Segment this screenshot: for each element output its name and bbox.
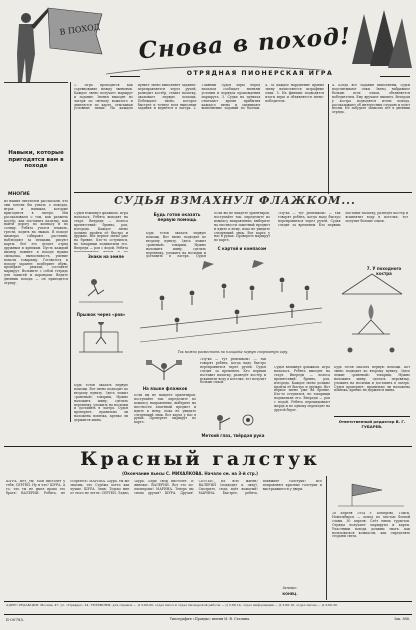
play-curtain: Занавес. <box>282 586 298 590</box>
subheading-jump: Прыжок через «ров» <box>74 312 128 322</box>
masthead-title: Снова в поход! <box>137 22 352 65</box>
right-col-text-2: Будь готов оказать первую помощь. Вот звено подходит ко второму пункту. Здесь лежит «раненый» товарищ. Нужно наложить шину, сделать перевязку, уложить на носилки и доставить в лагерь. Судья проверяет, правильно ли наложена повязка, крепко ли держится шина. <box>334 366 410 393</box>
flag-game-col3: Если вы не найдёте ориентиров, поступайте так: определите по компасу направление, выберите на местности заметный предмет и идите к нему, пока не увидите следующий знак. Вот карта у нас в руках. Проверьте маршрут по карте. <box>214 212 270 242</box>
player-icon <box>160 296 165 301</box>
flag-game-col1-cont: Будь готов оказать первую помощь. Вот звено подходит ко второму пункту. Здесь лежит «раненый» товарищ. Нужно наложить шину, сделать перевязку, уложить на носилки и доставить в лагерь. Судья проверяет, правильно ли наложена повязка, крепко ли держится шина. <box>74 384 128 423</box>
flag-game-col1: Судья взмахнул флажком. Игра началась. Ребята выходят на старт. Впереди — полоса препятствий: бревно, ров, изгородь. Каждое звено должно пройти её быстро и дружно. Вот первое звено уже на бревне. Кто-то оступился, но товарищи подхватили его. Впереди — ров с водой. Ребята <box>74 212 128 251</box>
jumper-icon <box>91 279 97 285</box>
bottom-right-illustration <box>332 476 410 510</box>
play-text: ШУРА. Нет, ты! Мой пистолет у тебя. СЕРГЕЙ. Ну и что? ШУРА. А то, что ты не имел права его брать! ВАЛЕРИЙ. Ребята, не ссорьтесь! МАРИНА. Шура, ты же знаешь, что Серёжа хотел как лучше. ШУРА. Знаю. Только мне от этого не легче. СЕРГЕЙ. Ладно, Шура. Бери свой пистолет. Я виноват. ВАЛЕРИЙ. Вот это по-пионерски! МАРИНА. Теперь вы снова друзья? ШУРА. Друзья! СЕРГЕЙ. На всю жизнь! ВАЛЕРИЙ (подходит к окну). Смотрите, сюда идёт вожатый! МАРИНА. Быстрее, ребята, повяжите галстуки! Все поправляют красные галстуки и выстраиваются у двери. <box>6 480 322 495</box>
flag-text: В ПОХОД <box>59 22 101 37</box>
footer-address: АДРЕС РЕДАКЦИИ: Москва, 47, ул. «Правды», 24. ТЕЛЕФОНЫ: для справок — Д 3-60-00, отдел школ и отдел пионерской работы — Д 3-60-14, отдел информации — Д 3-60-16, отдел писем — Д 3-60-20. <box>6 603 339 607</box>
intro-label: МНОГИЕ <box>8 192 30 197</box>
footer-order: Зак. 888. <box>394 617 410 621</box>
footer-code: Б-00785. <box>6 617 25 622</box>
subheading-firstaid: Будь готов оказать первую помощь <box>153 212 201 222</box>
game-subtitle: ОТРЯДНАЯ ПИОНЕРСКАЯ ИГРА <box>140 70 380 78</box>
right-column-body: 4. Когда все задания выполнены, судьи подсчитывают очки. Звено, набравшее больше всех очков, объявляется победителем. Ему вручают вымпел. Вечером у костра подводятся итоги похода, рассказывают об интересных случаях и поют песни. Не забудьте записать всё в дневник отряда. <box>332 84 410 115</box>
play-subtitle: (Окончание пьесы С. МИХАЛКОВА. Начало см. на 3-й стр.) <box>122 471 258 476</box>
subheading-bridge: 7. У походного костра <box>366 266 402 276</box>
thrower-icon <box>217 415 223 421</box>
subheading-knots: Знаки на земле <box>87 254 125 259</box>
game-intro-text: 1. Игра проводится как соревнование между звеньями. Каждое звено получает маршрут и задание. Звенья выходят из лагеря по сигналу вожатого и двигаются по карте, отыскивая условные знаки. На каждом пункте звено выполняет задание: переправляется через ручей, разводит костёр, ставит палатку, оказывает первую помощь. Побеждает звено, которое быстрее и точнее всех выполнит задания и вернётся в лагерь. 2. Главный судья игры перед началом сообщает звеньям условия и порядок прохождения маршрута. 3. Судьи на пунктах отмечают время прибытия каждого звена и оценивают выполнение заданий по баллам. 4. За каждое нарушение правил звену начисляются штрафные очки. 5. На финише подводятся итоги игры и объявляется звено-победитель. <box>74 84 324 111</box>
jump-sketch <box>74 262 128 382</box>
signaller-icon <box>161 363 167 369</box>
play-end: КОНЕЦ. <box>282 592 298 596</box>
subheading-compass: С картой и компасом <box>217 246 267 251</box>
flags-sketch <box>134 358 194 384</box>
bottom-right-text: 28 апреля 1954 г. Кемерово, Томск, Новосибирск — поход по местам боевой славы. 30 апреля. Слёт юных туристов. Отряды получают маршруты и карты. Участники похода должны знать: как пользоваться компасом, как определять стороны света. <box>332 512 410 539</box>
subheading-ball: Меткий глаз, твёрдая рука <box>201 433 265 438</box>
flag-game-col4-cont: Судья взмахнул флажком. Игра началась. Ребята выходят на старт. Впереди — полоса препятствий: бревно, ров, изгородь. Каждое звено должно пройти её быстро и дружно. Вот первое звено уже на бревне. Кто-то оступился, но товарищи подхватили его. Впереди — ров с водой. Ребята перекидывают жердь и по одному переходят на другой берег. <box>274 366 330 412</box>
ball-sketch <box>200 410 266 432</box>
flags-text: Если вы не найдёте ориентиров, поступайте так: определите по компасу направление, выберите на местности заметный предмет и идите к нему, пока не увидите следующий знак. Вот карта у нас в руках. Проверьте маршрут по карте. <box>134 394 196 425</box>
subheading-flags: На языке флажков <box>142 386 188 391</box>
left-article-body: из наших читателей рассказали, что они хотели бы узнать о походах, играх и навыках, которые пригодятся в лагере. Мы рассказываем о том, как разжечь костёр, как поставить палатку, как найти дорогу по компасу и по солнцу. Ребята учатся плавать, грести, ходить на лыжах. В походе пионеры собирают растения, наблюдают за птицами, рисуют карты. Всё это делает отряд дружным и крепким. Пусть каждый пионер помнит: в походе нужна смекалка, выносливость, умение помочь товарищу. Готовьтесь к походу заранее: подберите обувь, проверьте рюкзак, составьте маршрут. Возьмите с собой тетрадь для записей и карандаш. Ведите дневник похода — он пригодится отряду. <box>4 200 68 286</box>
pioneer-head-icon <box>21 13 31 23</box>
flag-game-title: СУДЬЯ ВЗМАХНУЛ ФЛАЖКОМ... <box>114 194 356 207</box>
sketch-caption: Так можно разместить на площадке первую спортивную игру. <box>177 350 289 354</box>
playground-sketch <box>132 258 332 348</box>
flag-game-col2: Будь готов оказать первую помощь. Вот звено подходит ко второму пункту. Здесь лежит «раненый» товарищ. Нужно наложить шину, сделать перевязку, уложить на носилки и доставить в лагерь. Судья <box>146 232 206 258</box>
footer-printer: Типография «Правды» имени И. В. Сталина. <box>169 617 251 621</box>
left-heading: Навыки, которые пригодятся вам в походе <box>8 150 64 170</box>
flag-game-col4: «Ну-ка — тут ремешком» — так говорят ребята, когда надо быстро переправиться через ручей. Судья следит за временем. Кто первым поставит палатку, разведёт костёр и вскипятит воду в котелке, тот получит больше очков. <box>278 212 408 227</box>
editor-line: Ответственный редактор В. Г. ГУБАРЕВ. <box>338 419 406 429</box>
ball-text: «Ну-ка — тут ремешком» — так говорят ребята, когда надо быстро переправиться через ручей. Судья следит за временем. Кто первым поставит палатку, разведёт костёр и вскипятит воду в котелке, тот получит больше очков. <box>200 358 266 385</box>
left-heading-block <box>4 150 68 188</box>
play-title: Красный галстук <box>80 448 320 470</box>
